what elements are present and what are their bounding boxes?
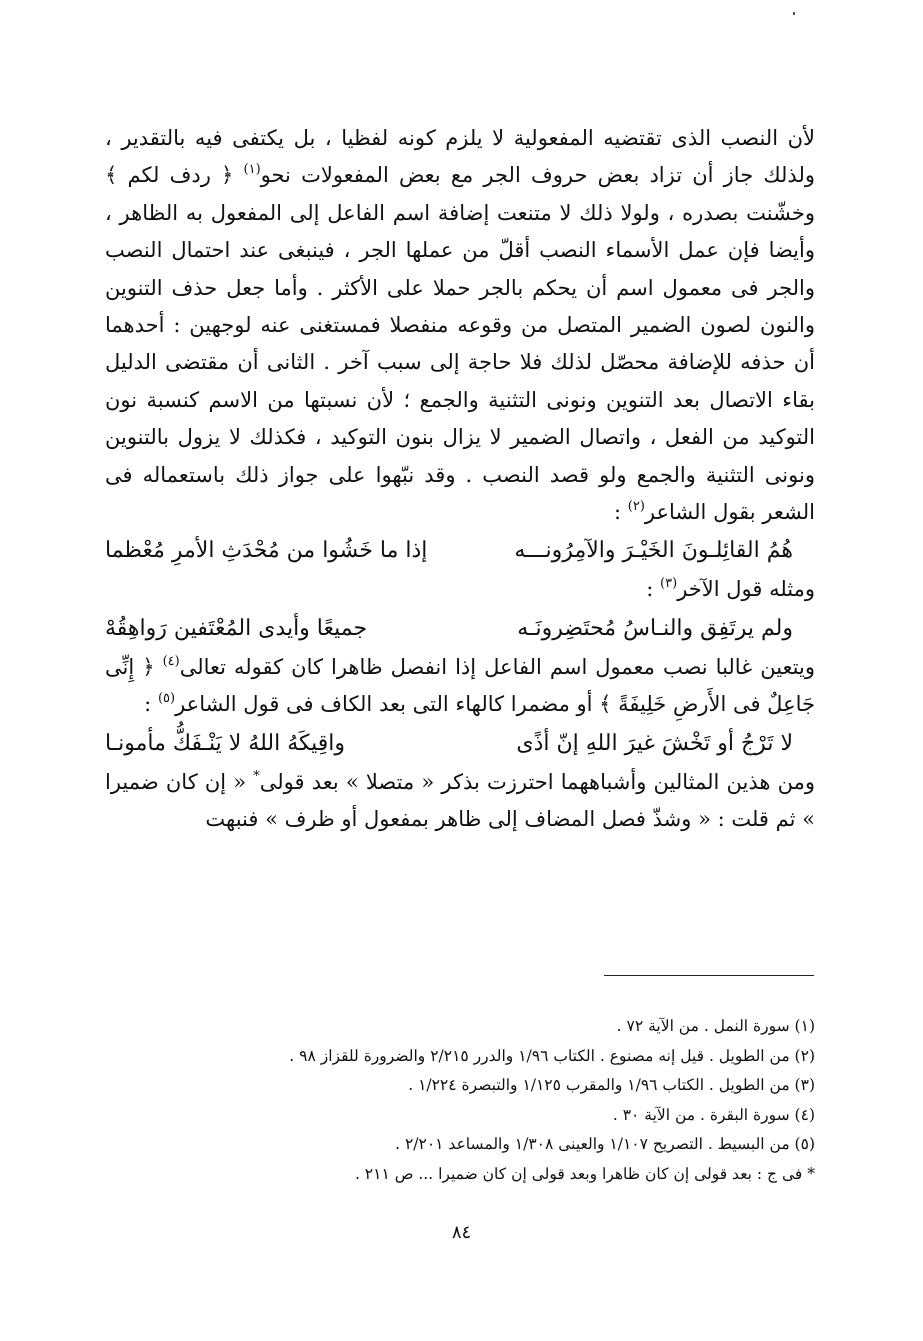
paragraph-colon: : <box>144 692 152 717</box>
verse-3-first-hemistich: لا تَرْجُ أو تَخْشَ غيرَ اللهِ إنّ أذًى <box>516 730 793 756</box>
verse-1-second-hemistich: إذا ما خَشُوا من مُحْدَثِ الأمرِ مُعْظما <box>105 538 428 564</box>
footnote-1: (١) سورة النمل . من الآية ٧٢ . <box>616 1017 815 1035</box>
poetry-verse-3 <box>105 724 815 764</box>
line-after-verse-1 <box>105 571 815 608</box>
verse-1-first-hemistich: هُمُ القائِلـونَ الخَيْـرَ والآمِرُونـــه <box>514 538 793 564</box>
scan-speck <box>793 12 795 15</box>
paragraph-text: ومن هذين المثالين وأشباههما احترزت بذكر « متصلا » بعد قولى <box>259 769 815 794</box>
main-text-block <box>105 120 815 839</box>
footnote-marker-3: (٣) <box>660 576 678 592</box>
poetry-verse-1 <box>105 531 815 571</box>
footnote-4: (٤) سورة البقرة . من الآية ٣٠ . <box>612 1105 815 1124</box>
verse-2-second-hemistich: جميعًا وأيدى المُعْتَفين رَواهِقُهْ <box>105 615 368 641</box>
paragraph-text: لأن النصب الذى تقتضيه المفعولية لا يلزم كونه لفظيا ، بل يكتفى فيه بالتقدير ، ولذلك جاز أن تزاد بعض حروف الجر مع بعض المفعولات نحو <box>105 126 815 188</box>
footnote-2: (٢) من الطويل . قيل إنه مصنوع . الكتاب ١/٩٦ والدرر ٢/٢١٥ والضرورة للقزاز ٩٨ . <box>289 1046 815 1065</box>
paragraph-text: ﴿ ردف لكم ﴾ وخشّنت بصدره ، ولولا ذلك لا متنعت إضافة اسم الفاعل إلى المفعول به الظاهر ، وأيضا فإن عمل الأسماء النصب أقلّ من عملها الجر ، فينبغى عند احتمال النصب والجر فى معمول اسم أن يحكم بالجر حملا على الأكثر . وأما جعل حذف التنوين والنون لصون الضمير المتصل من وقوعه منفصلا فمستغنى عنه لوجهين : أحدهما أن حذفه للإضافة محصّل لذلك فلا حاجة إلى سبب آخر . الثانى أن مقتضى الدليل بقاء الاتصال بعد التنوين ونونى التثنية والجمع ؛ لأن نسبتها من الاسم كنسبة نون التوكيد من الفعل ، واتصال الضمير لا يزال بنون التوكيد ، فكذلك لا يزول بالتنوين ونونى التثنية والجمع ولو قصد النصب . وقد نبّهوا على جواز ذلك باستعماله فى الشعر بقول الشاعر <box>105 163 815 525</box>
paragraph-colon: : <box>614 500 622 525</box>
paragraph-after-verse-2 <box>105 649 815 724</box>
footnote-marker-4: (٤) <box>162 653 180 669</box>
footnote-marker-star: * <box>253 768 260 784</box>
verse-3-second-hemistich: واقِيكَهُ اللهُ لا يَنْـفَكُّ مأمونـا <box>105 730 346 756</box>
paragraph-text: ﴿ إِنِّى جَاعِلٌ فى الأَرضِ خَلِيفَةً ﴾ أو مضمرا كالهاء التى بعد الكاف فى قول الشاعر <box>105 654 815 717</box>
footnote-5: (٥) من البسيط . التصريح ١/١٠٧ والعينى ١/٣٠٨ والمساعد ٢/٢٠١ . <box>395 1135 815 1153</box>
paragraph-text: « إن كان ضميرا » ثم قلت : « وشذّ فصل المضاف إلى ظاهر بمفعول أو ظرف » فنبهت <box>105 769 815 832</box>
footnote-marker-1: (١) <box>243 162 261 178</box>
poetry-verse-2 <box>105 609 815 649</box>
paragraph-text: ومثله قول الآخر <box>677 577 815 602</box>
paragraph-opening <box>105 120 815 531</box>
footnote-marker-5: (٥) <box>157 691 176 707</box>
footnote-star: * فى ج : بعد قولى إن كان ظاهرا وبعد قولى إن كان ضميرا ... ص ٢١١ . <box>354 1164 815 1183</box>
paragraph-text: ويتعين غالبا نصب معمول اسم الفاعل إذا انفصل ظاهرا كان كقوله تعالى <box>179 654 815 679</box>
footnote-separator-line <box>604 975 814 976</box>
page-number: ٨٤ <box>451 1222 472 1243</box>
footnote-3: (٣) من الطويل . الكتاب ١/٩٦ والمقرب ١/١٢٥ والتبصرة ١/٢٢٤ . <box>408 1076 815 1094</box>
paragraph-colon: : <box>646 577 654 602</box>
footnote-marker-2: (٢) <box>627 499 645 515</box>
verse-2-first-hemistich: ولم يرتَفِق والنـاسُ مُحتَضِرونَـه <box>517 615 793 641</box>
footnotes-block <box>105 1012 815 1189</box>
paragraph-closing <box>105 764 815 839</box>
